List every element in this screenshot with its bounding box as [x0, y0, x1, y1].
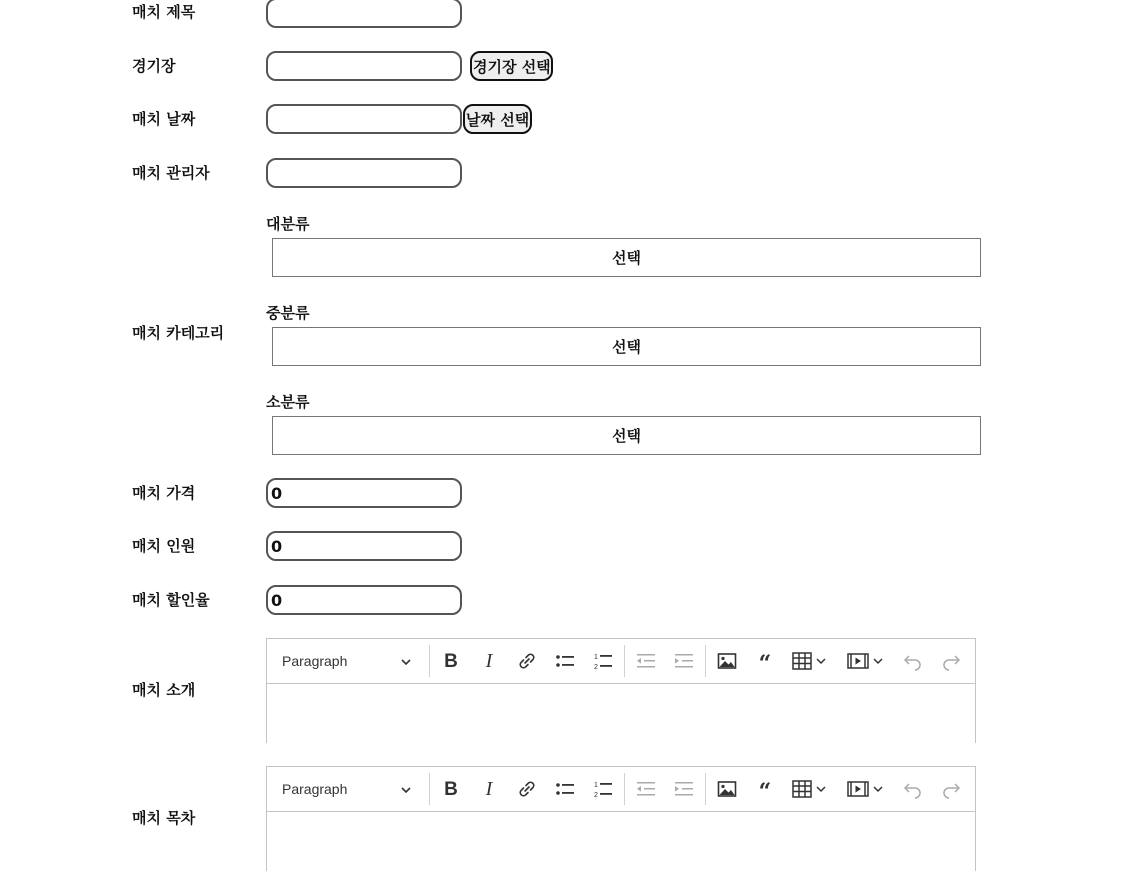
undo-icon[interactable] — [894, 639, 932, 683]
match-date-label: 매치 날짜 — [132, 110, 196, 128]
bold-icon[interactable] — [432, 767, 470, 811]
heading-dropdown-label: Paragraph — [282, 781, 348, 797]
editor-content-area[interactable] — [267, 684, 975, 743]
link-icon[interactable] — [508, 639, 546, 683]
insert-table-icon[interactable] — [784, 639, 839, 683]
insert-media-icon[interactable] — [839, 639, 894, 683]
match-date-input[interactable] — [266, 104, 462, 134]
stadium-label: 경기장 — [132, 57, 176, 75]
chevron-down-icon — [401, 782, 411, 798]
redo-icon[interactable] — [932, 639, 970, 683]
match-title-label: 매치 제목 — [132, 3, 196, 21]
editor-toolbar — [267, 767, 975, 812]
outdent-icon[interactable] — [627, 767, 665, 811]
match-price-input[interactable] — [266, 478, 462, 508]
match-manager-label: 매치 관리자 — [132, 164, 210, 182]
svg-text:1: 1 — [594, 654, 598, 661]
svg-text:2: 2 — [594, 792, 598, 799]
match-people-input[interactable] — [266, 531, 462, 561]
match-discount-label: 매치 할인율 — [132, 591, 210, 609]
toolbar-separator — [429, 645, 430, 677]
svg-text:1: 1 — [594, 782, 598, 789]
match-title-input[interactable] — [266, 0, 462, 28]
link-icon[interactable] — [508, 767, 546, 811]
match-price-label: 매치 가격 — [132, 484, 196, 502]
undo-icon[interactable] — [894, 767, 932, 811]
editor-content-area[interactable] — [267, 812, 975, 871]
svg-text:B: B — [444, 651, 458, 671]
toolbar-separator — [705, 773, 706, 805]
svg-text:“: “ — [758, 651, 772, 671]
toolbar-separator — [429, 773, 430, 805]
numbered-list-icon[interactable] — [584, 767, 622, 811]
italic-icon[interactable] — [470, 639, 508, 683]
svg-text:I: I — [485, 779, 493, 799]
bulleted-list-icon[interactable] — [546, 767, 584, 811]
match-people-label: 매치 인원 — [132, 537, 196, 555]
editor-toolbar — [267, 639, 975, 684]
svg-text:B: B — [444, 779, 458, 799]
bold-icon[interactable] — [432, 639, 470, 683]
indent-icon[interactable] — [665, 639, 703, 683]
bulleted-list-icon[interactable] — [546, 639, 584, 683]
insert-table-icon[interactable] — [784, 767, 839, 811]
italic-icon[interactable] — [470, 767, 508, 811]
match-manager-input[interactable] — [266, 158, 462, 188]
toolbar-separator — [624, 773, 625, 805]
outdent-icon[interactable] — [627, 639, 665, 683]
heading-dropdown[interactable] — [267, 639, 427, 683]
match-discount-input[interactable] — [266, 585, 462, 615]
redo-icon[interactable] — [932, 767, 970, 811]
indent-icon[interactable] — [665, 767, 703, 811]
match-toc-label: 매치 목차 — [132, 809, 196, 827]
chevron-down-icon — [401, 654, 411, 670]
major-category-select[interactable]: 선택 — [272, 238, 981, 277]
minor-category-label: 소분류 — [266, 393, 310, 411]
select-stadium-button[interactable]: 경기장 선택 — [470, 51, 553, 81]
match-intro-label: 매치 소개 — [132, 681, 196, 699]
numbered-list-icon[interactable] — [584, 639, 622, 683]
select-date-button[interactable]: 날짜 선택 — [463, 104, 532, 134]
block-quote-icon[interactable] — [746, 639, 784, 683]
heading-dropdown[interactable] — [267, 767, 427, 811]
image-icon[interactable] — [708, 639, 746, 683]
svg-text:I: I — [485, 651, 493, 671]
stadium-input[interactable] — [266, 51, 462, 81]
middle-category-select[interactable]: 선택 — [272, 327, 981, 366]
minor-category-select[interactable]: 선택 — [272, 416, 981, 455]
major-category-label: 대분류 — [266, 215, 310, 233]
block-quote-icon[interactable] — [746, 767, 784, 811]
heading-dropdown-label: Paragraph — [282, 653, 348, 669]
image-icon[interactable] — [708, 767, 746, 811]
svg-text:“: “ — [758, 779, 772, 799]
match-category-label: 매치 카테고리 — [132, 324, 225, 342]
match-intro-editor — [266, 638, 976, 743]
match-toc-editor — [266, 766, 976, 871]
toolbar-separator — [624, 645, 625, 677]
svg-text:2: 2 — [594, 664, 598, 671]
insert-media-icon[interactable] — [839, 767, 894, 811]
toolbar-separator — [705, 645, 706, 677]
middle-category-label: 중분류 — [266, 304, 310, 322]
